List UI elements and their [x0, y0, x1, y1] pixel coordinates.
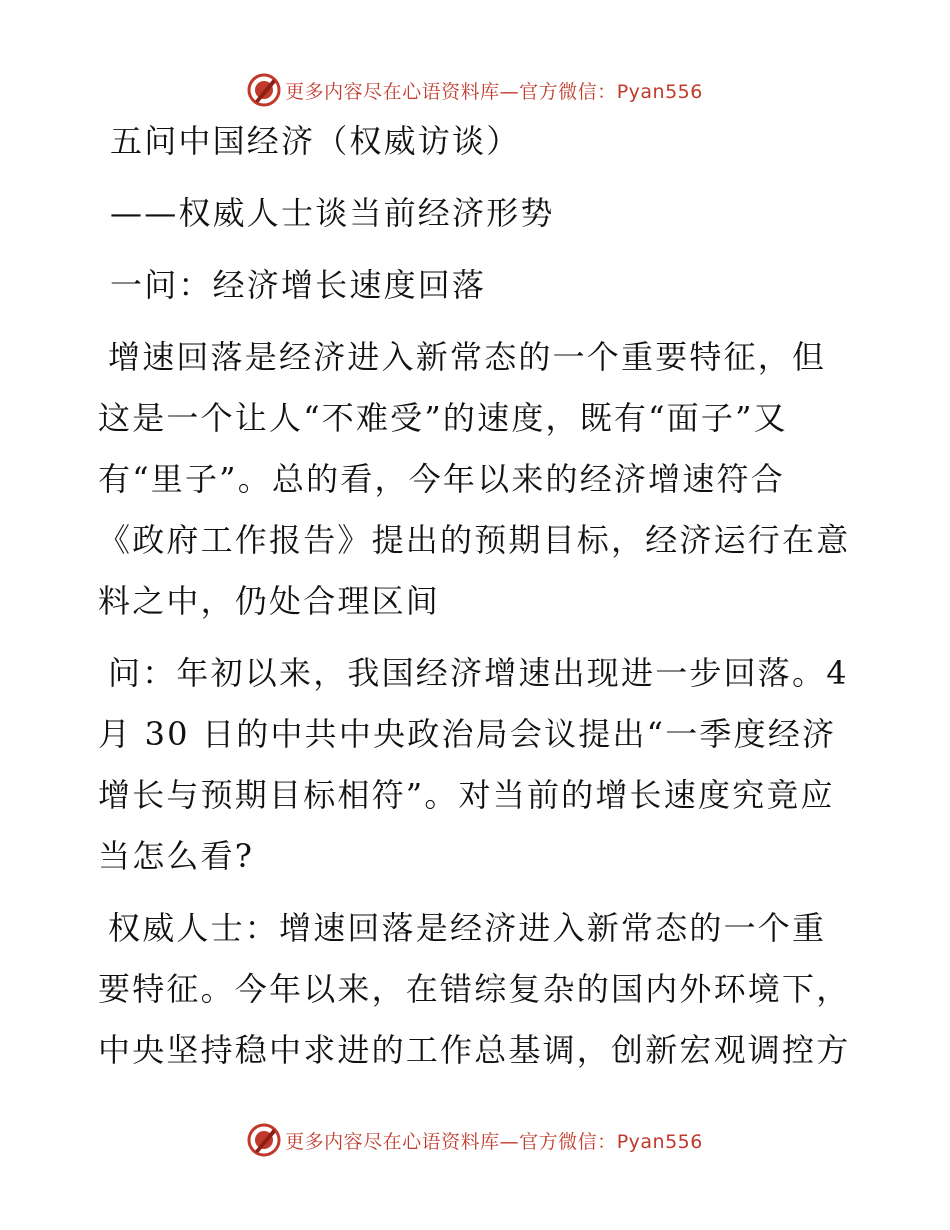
banner-dash: —: [499, 1130, 520, 1153]
header-banner: [0, 70, 950, 110]
paragraph-line: 月 30 日的中共中央政治局会议提出“一季度经济: [98, 715, 837, 753]
banner-wechat-label: 官方微信：: [519, 80, 617, 103]
paragraph-line: 料之中，仍处合理区间: [98, 582, 441, 620]
paragraph-1: [98, 338, 858, 620]
banner-wechat-label: 官方微信：: [519, 1130, 617, 1153]
paragraph-line: 增速回落是经济进入新常态的一个重要特征，但: [108, 338, 827, 376]
paragraph-line: 权威人士：增速回落是经济进入新常态的一个重: [108, 909, 827, 947]
section-heading: 一问：经济增长速度回落: [110, 266, 487, 304]
document-body: [98, 122, 858, 1103]
paragraph-line: 中央坚持稳中求进的工作总基调，创新宏观调控方: [98, 1031, 851, 1069]
banner-wechat-id: Pyan556: [616, 80, 703, 103]
paragraph-line: 当怎么看?: [98, 837, 255, 875]
banner-dash: —: [499, 80, 520, 103]
pen-logo-icon: [247, 1123, 281, 1157]
paragraph-line: 有“里子”。总的看，今年以来的经济增速符合: [98, 460, 785, 498]
paragraph-3: [98, 909, 858, 1069]
banner-wechat-id: Pyan556: [616, 1130, 703, 1153]
paragraph-2: [98, 654, 858, 875]
banner-text: [285, 1127, 703, 1154]
banner-text: [285, 77, 703, 104]
pen-logo-icon: [247, 73, 281, 107]
banner-library-text: 更多内容尽在心语资料库: [285, 80, 500, 103]
banner-library-text: 更多内容尽在心语资料库: [285, 1130, 500, 1153]
footer-banner: [0, 1120, 950, 1160]
paragraph-line: 这是一个让人“不难受”的速度，既有“面子”又: [98, 399, 788, 437]
article-subtitle: ——权威人士谈当前经济形势: [110, 194, 555, 232]
paragraph-line: 要特征。今年以来，在错综复杂的国内外环境下，: [98, 970, 851, 1008]
paragraph-line: 《政府工作报告》提出的预期目标，经济运行在意: [98, 521, 851, 559]
article-title: 五问中国经济（权威访谈）: [110, 122, 521, 160]
paragraph-line: 增长与预期目标相符”。对当前的增长速度究竟应: [98, 776, 835, 814]
paragraph-line: 问：年初以来，我国经济增速出现进一步回落。4: [108, 654, 849, 692]
